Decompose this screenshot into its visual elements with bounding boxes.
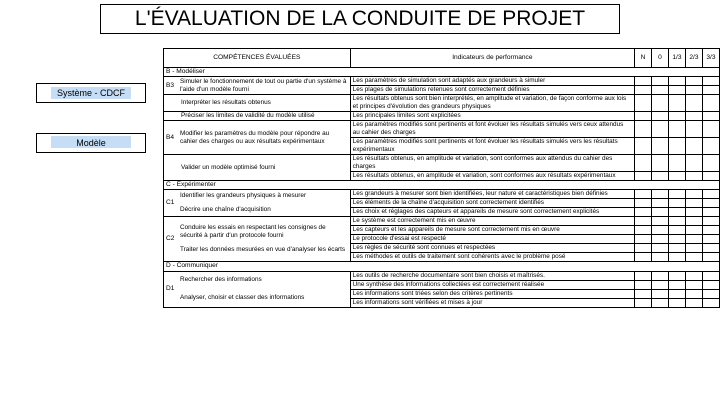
- level-cell[interactable]: [702, 208, 719, 217]
- section-d: D - Communiquer: [164, 262, 720, 271]
- level-cell[interactable]: [702, 172, 719, 181]
- level-cell[interactable]: [668, 86, 685, 95]
- level-cell[interactable]: [702, 121, 719, 138]
- level-cell[interactable]: [668, 280, 685, 289]
- level-cell[interactable]: [668, 190, 685, 199]
- table-row: [164, 271, 720, 280]
- level-cell[interactable]: [685, 298, 702, 307]
- level-cell[interactable]: [668, 199, 685, 208]
- table-row: [164, 112, 720, 121]
- indicator-cell: Les méthodes et outils de traitement sont cohérents avec le problème posé: [350, 253, 634, 262]
- level-cell[interactable]: [685, 244, 702, 253]
- level-cell[interactable]: [652, 190, 669, 199]
- level-cell[interactable]: [685, 199, 702, 208]
- level-cell[interactable]: [685, 190, 702, 199]
- indicator-cell: Les règles de sécurité sont connues et respectées: [350, 244, 634, 253]
- level-cell[interactable]: [685, 112, 702, 121]
- level-cell[interactable]: [635, 199, 652, 208]
- level-cell[interactable]: [635, 235, 652, 244]
- level-cell[interactable]: [702, 226, 719, 235]
- level-cell[interactable]: [685, 280, 702, 289]
- section-b: B - Modéliser: [164, 68, 720, 77]
- indicator-cell: Les plages de simulations retenues sont correctement définies: [350, 86, 634, 95]
- competence-cell: [164, 217, 351, 262]
- indicator-cell: Les paramètres de simulation sont adaptés aux grandeurs à simuler: [350, 77, 634, 86]
- level-cell[interactable]: [652, 95, 669, 112]
- indicator-cell: Les résultats obtenus, en amplitude et variation, sont conformes aux attendus du cahier des charges: [350, 155, 634, 172]
- level-cell[interactable]: [668, 289, 685, 298]
- level-cell[interactable]: [652, 235, 669, 244]
- level-cell[interactable]: [685, 138, 702, 155]
- table-row: [164, 95, 720, 112]
- header-indicateurs: Indicateurs de performance: [350, 49, 634, 68]
- level-cell[interactable]: [652, 138, 669, 155]
- level-cell[interactable]: [685, 235, 702, 244]
- level-cell[interactable]: [652, 86, 669, 95]
- level-cell[interactable]: [635, 253, 652, 262]
- level-cell[interactable]: [652, 244, 669, 253]
- level-cell[interactable]: [635, 271, 652, 280]
- level-cell[interactable]: [668, 121, 685, 138]
- page-title: L'ÉVALUATION DE LA CONDUITE DE PROJET: [100, 4, 620, 34]
- competence-text: Analyser, choisir et classer des informations: [180, 294, 305, 302]
- level-cell[interactable]: [668, 138, 685, 155]
- competence-text: Conduire les essais en respectant les consignes de sécurité à partir d'un protocole fourni: [180, 224, 326, 240]
- level-cell[interactable]: [652, 226, 669, 235]
- level-cell[interactable]: [685, 77, 702, 86]
- level-cell[interactable]: [635, 138, 652, 155]
- level-cell[interactable]: [702, 289, 719, 298]
- level-cell[interactable]: [635, 121, 652, 138]
- indicator-cell: Les informations sont triées selon des critères pertinents: [350, 289, 634, 298]
- level-cell[interactable]: [652, 253, 669, 262]
- level-cell[interactable]: [635, 298, 652, 307]
- level-cell[interactable]: [635, 112, 652, 121]
- indicator-cell: Les résultats obtenus sont bien interprétés, en amplitude et variation, de façon conforme aux lois et principes d'évolution des grandeurs physiques: [350, 95, 634, 112]
- header-level-3-3: 3/3: [702, 49, 719, 68]
- header-level-2-3: 2/3: [685, 49, 702, 68]
- level-cell[interactable]: [668, 226, 685, 235]
- competence-cell: [164, 121, 351, 155]
- level-cell[interactable]: [635, 190, 652, 199]
- competence-cell: [164, 77, 351, 95]
- header-level-n: N: [635, 49, 652, 68]
- level-cell[interactable]: [668, 95, 685, 112]
- indicator-cell: Les résultats obtenus, en amplitude et variation, sont conformes aux résultats expérimentaux: [350, 172, 634, 181]
- level-cell[interactable]: [702, 199, 719, 208]
- level-cell[interactable]: [702, 77, 719, 86]
- level-cell[interactable]: [685, 217, 702, 226]
- level-cell[interactable]: [685, 289, 702, 298]
- level-cell[interactable]: [635, 77, 652, 86]
- level-cell[interactable]: [685, 86, 702, 95]
- code-c2: C2: [166, 235, 175, 243]
- level-cell[interactable]: [702, 235, 719, 244]
- level-cell[interactable]: [635, 95, 652, 112]
- level-cell[interactable]: [702, 190, 719, 199]
- level-cell[interactable]: [668, 77, 685, 86]
- level-cell[interactable]: [685, 95, 702, 112]
- level-cell[interactable]: [668, 208, 685, 217]
- level-cell[interactable]: [702, 253, 719, 262]
- indicator-cell: Le protocole d'essai est respecté: [350, 235, 634, 244]
- level-cell[interactable]: [685, 172, 702, 181]
- level-cell[interactable]: [668, 298, 685, 307]
- table-row: [164, 121, 720, 138]
- level-cell[interactable]: [635, 244, 652, 253]
- level-cell[interactable]: [652, 271, 669, 280]
- competence-cell: [164, 190, 351, 217]
- level-cell[interactable]: [652, 280, 669, 289]
- level-cell[interactable]: [652, 172, 669, 181]
- level-cell[interactable]: [635, 208, 652, 217]
- indicator-cell: Les informations sont vérifiées et mises à jour: [350, 298, 634, 307]
- level-cell[interactable]: [668, 253, 685, 262]
- level-cell[interactable]: [652, 217, 669, 226]
- level-cell[interactable]: [685, 253, 702, 262]
- competence-text: Modifier les paramètres du modèle pour répondre au cahier des charges ou aux résultats expérimentaux: [180, 129, 330, 145]
- header-competences: COMPÉTENCES ÉVALUÉES: [164, 49, 351, 68]
- indicator-cell: Les éléments de la chaîne d'acquisition sont correctement identifiés: [350, 199, 634, 208]
- section-row: [164, 68, 720, 77]
- level-cell[interactable]: [668, 217, 685, 226]
- level-cell[interactable]: [702, 298, 719, 307]
- label-modele-text: Modèle: [76, 138, 106, 148]
- level-cell[interactable]: [702, 244, 719, 253]
- level-cell[interactable]: [685, 208, 702, 217]
- competence-text: Identifier les grandeurs physiques à mesurer: [180, 192, 307, 200]
- level-cell[interactable]: [652, 77, 669, 86]
- table-row: [164, 77, 720, 86]
- level-cell[interactable]: [635, 217, 652, 226]
- level-cell[interactable]: [668, 244, 685, 253]
- indicator-cell: Le système est correctement mis en œuvre: [350, 217, 634, 226]
- level-cell[interactable]: [702, 95, 719, 112]
- code-d1: D1: [166, 285, 175, 293]
- label-systeme-cdcf: [36, 83, 146, 103]
- level-cell[interactable]: [702, 217, 719, 226]
- level-cell[interactable]: [685, 155, 702, 172]
- level-cell[interactable]: [685, 226, 702, 235]
- table-row: [164, 190, 720, 199]
- indicator-cell: Les paramètres modifiés sont pertinents et font évoluer les résultats simulés vers ceux attendus au cahier des charges: [350, 121, 634, 138]
- code-c1: C1: [166, 199, 175, 207]
- table-row: [164, 217, 720, 226]
- level-cell[interactable]: [702, 280, 719, 289]
- competence-text: Valider un modèle optimisé fourni: [164, 155, 351, 181]
- level-cell[interactable]: [635, 289, 652, 298]
- evaluation-grid: [163, 48, 720, 308]
- indicator-cell: Une synthèse des informations collectées est correctement réalisée: [350, 280, 634, 289]
- level-cell[interactable]: [702, 271, 719, 280]
- level-cell[interactable]: [652, 112, 669, 121]
- section-row: [164, 262, 720, 271]
- level-cell[interactable]: [635, 172, 652, 181]
- competence-text: Traiter les données mesurées en vue d'analyser les écarts: [180, 246, 346, 254]
- level-cell[interactable]: [652, 289, 669, 298]
- level-cell[interactable]: [702, 138, 719, 155]
- level-cell[interactable]: [702, 112, 719, 121]
- competence-text: Préciser les limites de validité du modèle utilisé: [164, 112, 351, 121]
- header-row: [164, 49, 720, 68]
- level-cell[interactable]: [635, 280, 652, 289]
- level-cell[interactable]: [685, 271, 702, 280]
- header-level-1-3: 1/3: [668, 49, 685, 68]
- level-cell[interactable]: [652, 155, 669, 172]
- indicator-cell: Les principales limites sont explicitées: [350, 112, 634, 121]
- level-cell[interactable]: [668, 172, 685, 181]
- level-cell[interactable]: [635, 155, 652, 172]
- code-b3: B3: [166, 81, 175, 89]
- table-row: [164, 155, 720, 172]
- indicator-cell: Les choix et réglages des capteurs et appareils de mesure sont correctement explicités: [350, 208, 634, 217]
- level-cell[interactable]: [652, 121, 669, 138]
- competence-text: Rechercher des informations: [180, 276, 262, 284]
- indicator-cell: Les paramètres modifiés sont pertinents et font évoluer les résultats simulés vers les résultats expérimentaux: [350, 138, 634, 155]
- level-cell[interactable]: [685, 121, 702, 138]
- indicator-cell: Les capteurs et les appareils de mesure sont correctement mis en œuvre: [350, 226, 634, 235]
- section-c: C - Expérimenter: [164, 181, 720, 190]
- level-cell[interactable]: [652, 208, 669, 217]
- level-cell[interactable]: [668, 235, 685, 244]
- level-cell[interactable]: [668, 155, 685, 172]
- level-cell[interactable]: [702, 155, 719, 172]
- indicator-cell: Les grandeurs à mesurer sont bien identifiées, leur nature et caractéristiques bien définies: [350, 190, 634, 199]
- competence-text: Interpréter les résultats obtenus: [164, 95, 351, 112]
- label-systeme-text: Système - CDCF: [56, 88, 125, 98]
- level-cell[interactable]: [702, 86, 719, 95]
- section-row: [164, 181, 720, 190]
- indicator-cell: Les outils de recherche documentaire sont bien choisis et maîtrisés.: [350, 271, 634, 280]
- level-cell[interactable]: [668, 271, 685, 280]
- level-cell[interactable]: [668, 112, 685, 121]
- level-cell[interactable]: [635, 226, 652, 235]
- competence-text: Simuler le fonctionnement de tout ou partie d'un système à l'aide d'un modèle fourni: [180, 77, 347, 93]
- label-modele: [36, 133, 146, 153]
- header-level-0: 0: [652, 49, 669, 68]
- level-cell[interactable]: [635, 86, 652, 95]
- competence-text: Décrire une chaîne d'acquisition: [180, 206, 271, 214]
- code-b4: B4: [166, 133, 175, 141]
- competence-cell: [164, 271, 351, 307]
- level-cell[interactable]: [652, 199, 669, 208]
- level-cell[interactable]: [652, 298, 669, 307]
